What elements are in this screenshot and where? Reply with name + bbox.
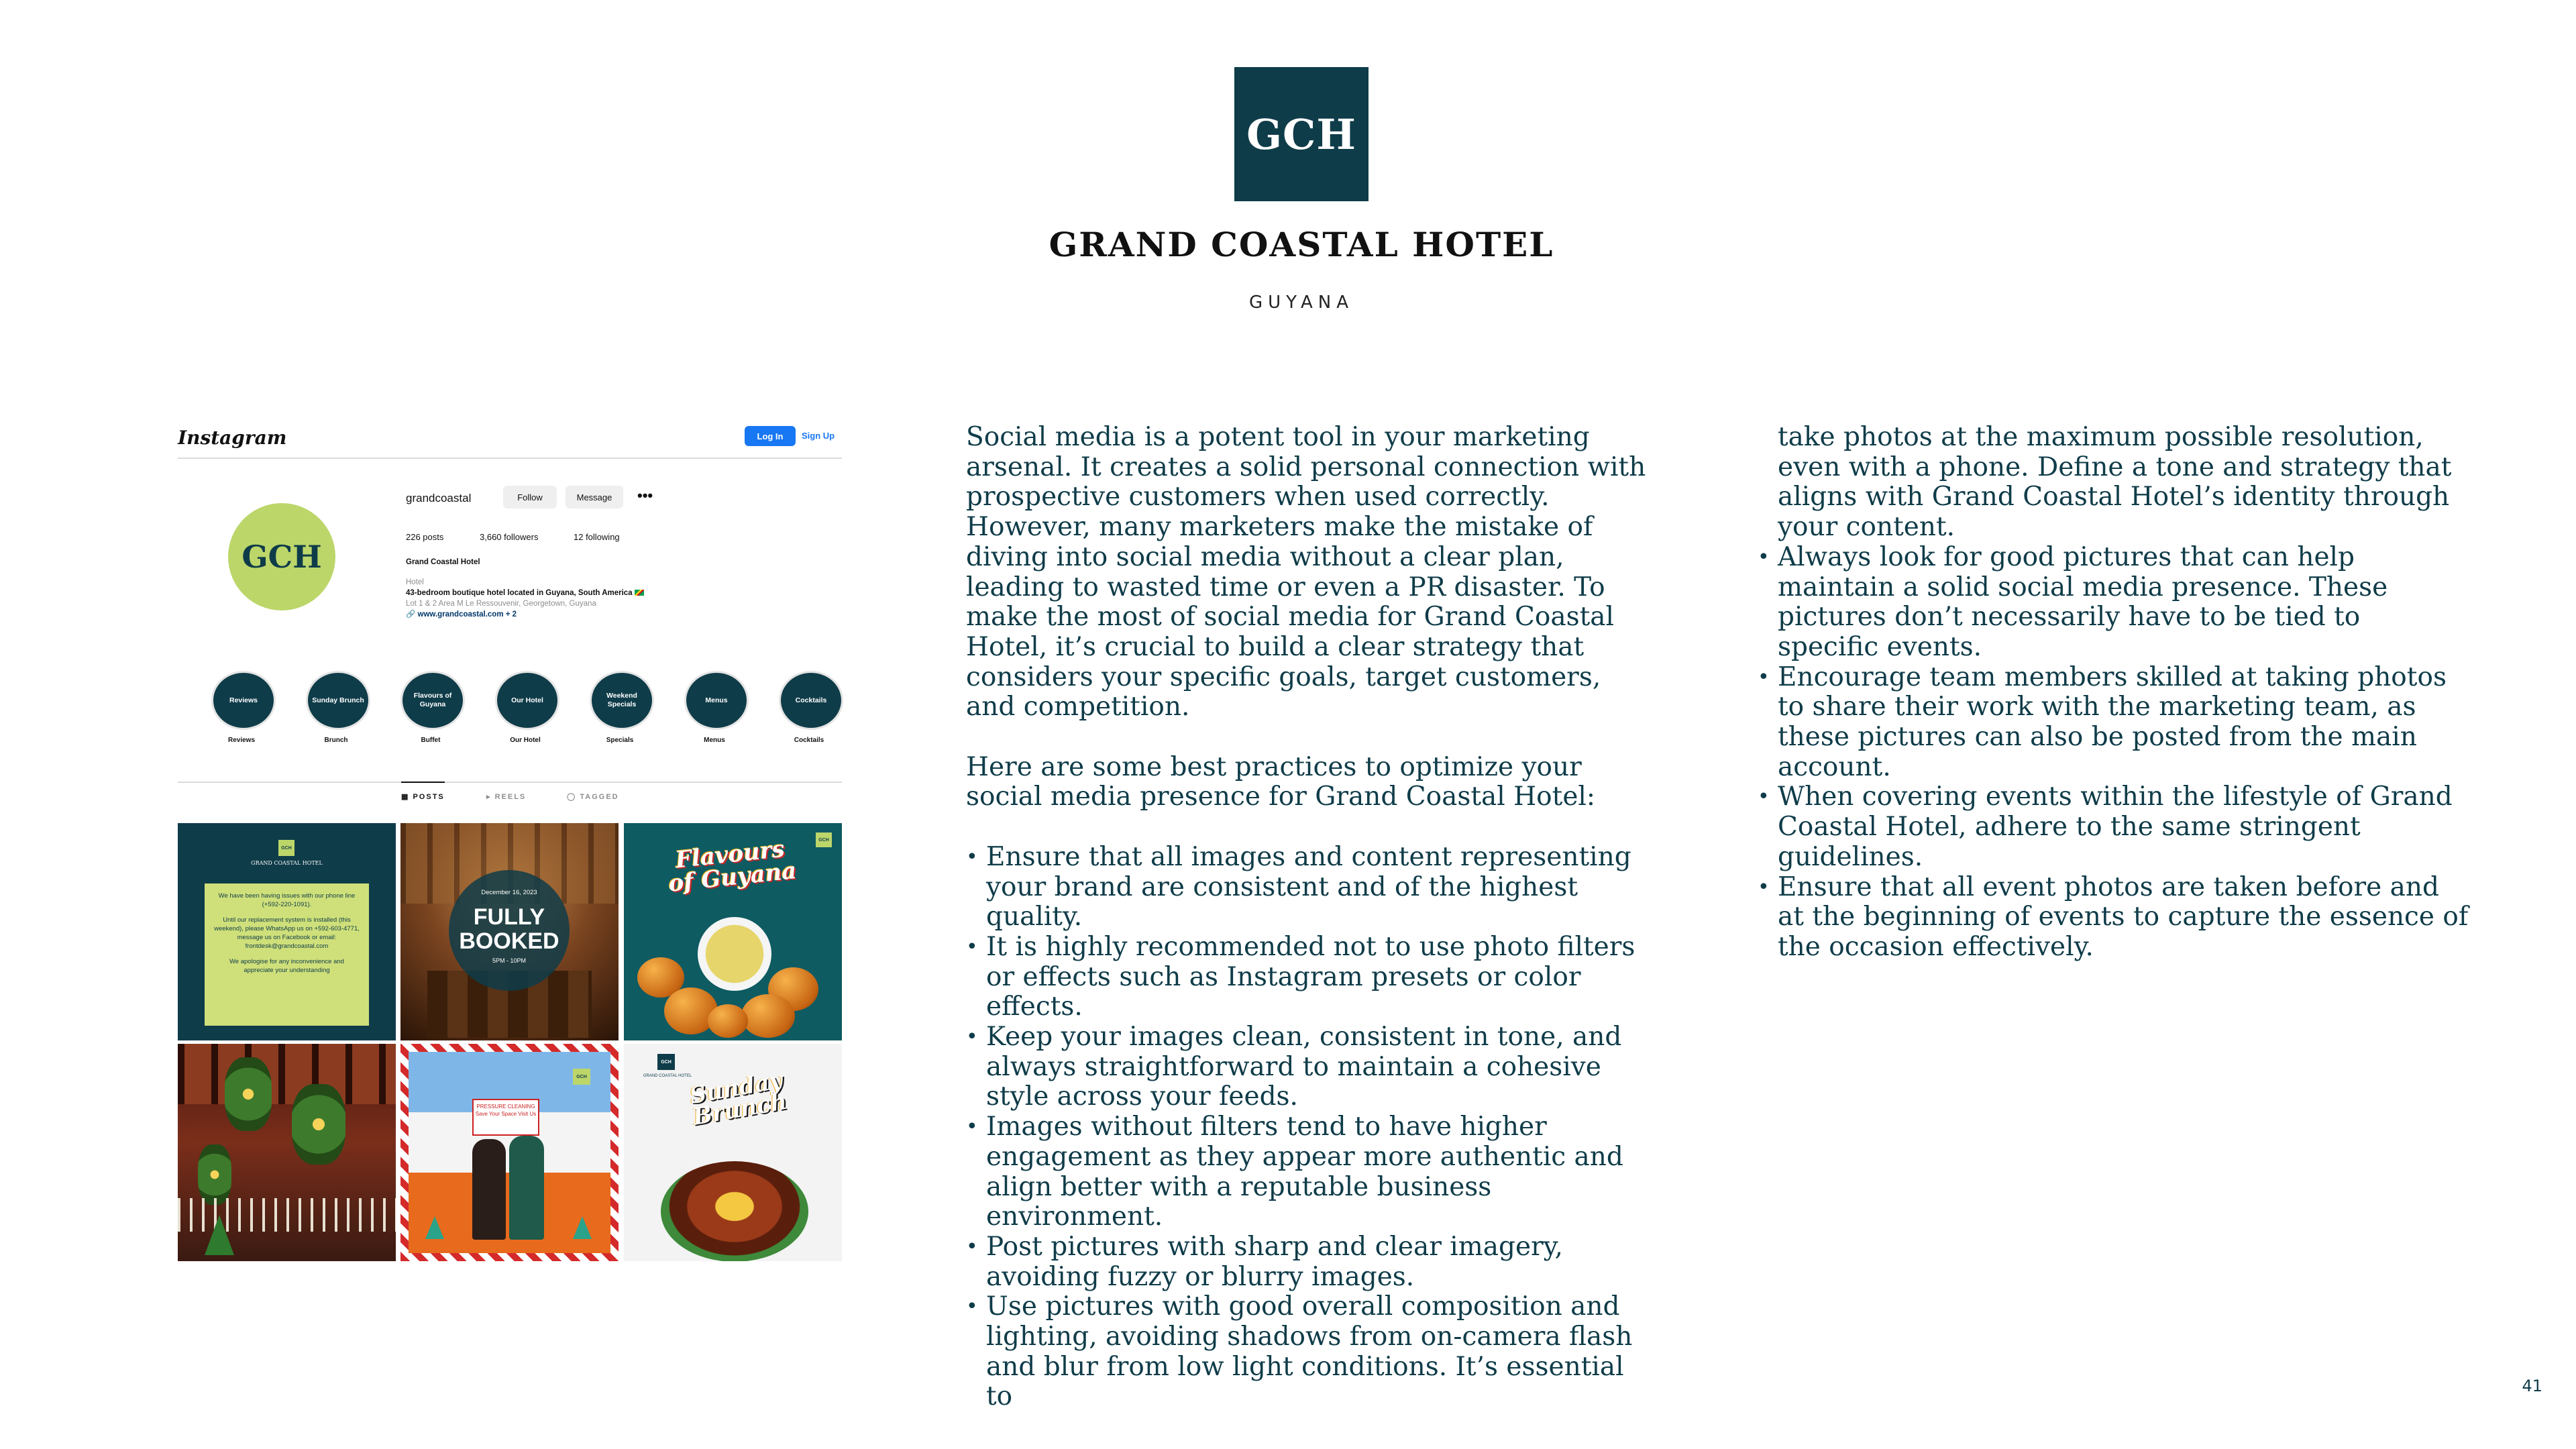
tab-tagged[interactable]	[567, 792, 619, 801]
highlight-label: Buffet	[421, 737, 441, 744]
garland-image	[225, 1057, 272, 1131]
brand-location: GUYANA	[1248, 292, 1354, 313]
person-image	[472, 1139, 506, 1240]
post-phone-notice[interactable]	[178, 823, 396, 1040]
christmas-tree-icon	[425, 1216, 444, 1239]
post-fully-booked[interactable]	[400, 823, 619, 1040]
bio-link[interactable]: www.grandcoastal.com + 2	[417, 610, 517, 619]
fully-booked-badge	[449, 870, 570, 991]
sunday-brunch-title: Sunday Brunch	[688, 1067, 789, 1131]
list-item: • Post pictures with sharp and clear imagery, avoiding fuzzy or blurry images.	[966, 1232, 1657, 1292]
event-date: December 16, 2023	[481, 889, 537, 896]
notice-text: Until our replacement system is installed (this weekend), please WhatsApp us on +592-603-4771, message us on Facebook or email: frontdesk@grandcoastal.com	[214, 916, 360, 950]
body-column-right	[1758, 423, 2469, 963]
message-button[interactable]: Message	[566, 486, 623, 508]
more-options-icon[interactable]: •••	[637, 487, 653, 504]
posts-count[interactable]: 226 posts	[406, 532, 444, 542]
highlight-label: Brunch	[324, 737, 348, 744]
highlight-label: Our Hotel	[510, 737, 541, 744]
list-item: • Ensure that all event photos are taken before and at the beginning of events to capture the essence of the occasion effectively.	[1758, 873, 2469, 963]
grid-icon: ▦	[401, 793, 410, 801]
reels-icon: ▸	[486, 793, 492, 801]
fried-food-image	[741, 994, 795, 1038]
profile-stats	[406, 532, 620, 542]
flavours-title: Flavours of Guyana	[667, 835, 798, 898]
highlight-menus[interactable]	[684, 671, 745, 744]
highlight-buffet[interactable]	[400, 671, 461, 744]
highlight-cover: Cocktails	[779, 671, 843, 730]
event-sign: PRESSURE CLEANING Save Your Space Visit Us	[472, 1099, 539, 1136]
fully-booked-title: FULLY BOOKED	[459, 904, 559, 954]
highlight-label: Reviews	[227, 737, 256, 744]
highlight-brunch[interactable]	[306, 671, 366, 744]
notice-text: We have been having issues with our phone line (+592-220-1091).	[218, 892, 356, 908]
highlight-label: Specials	[606, 737, 634, 744]
follow-button[interactable]: Follow	[503, 486, 557, 508]
ham-platter-image	[661, 1161, 808, 1261]
tab-reels[interactable]	[486, 792, 526, 801]
notice-text: We apologise for any inconvenience and appreciate your understanding	[229, 958, 344, 974]
highlight-specials[interactable]	[590, 671, 650, 744]
bio-link-row[interactable]	[406, 609, 782, 620]
list-item: • Keep your images clean, consistent in tone, and always straightforward to maintain a cohesive style across your feeds.	[966, 1022, 1657, 1112]
post-flavours-of-guyana[interactable]	[624, 823, 842, 1040]
paragraph-spacer	[966, 722, 1657, 753]
tab-posts[interactable]	[401, 792, 445, 801]
post-brand-text: GRAND COASTAL HOTEL	[251, 860, 323, 866]
list-item-continuation: take photos at the maximum possible resolution, even with a phone. Define a tone and strategy that aligns with Grand Coastal Hotel’s identity through your content.	[1778, 422, 2452, 543]
bio-address[interactable]: Lot 1 & 2 Area M Le Ressouvenir, Georgetown, Guyana	[406, 600, 596, 608]
highlight-cocktails[interactable]	[779, 671, 839, 744]
tab-label: REELS	[494, 793, 527, 801]
highlight-cover: Our Hotel	[495, 671, 559, 730]
paragraph-spacer	[966, 812, 1657, 843]
highlight-cover: Sunday Brunch	[306, 671, 370, 730]
list-item: • Encourage team members skilled at taking photos to share their work with the marketing team, as these pictures can also be posted from the main account.	[1758, 663, 2469, 783]
active-tab-indicator	[401, 782, 445, 783]
instagram-logo: Instagram	[178, 427, 287, 449]
bio-description	[406, 588, 782, 598]
list-item: • Use pictures with good overall composition and lighting, avoiding shadows from on-camera flash and blur from low light conditions. It’s essential to	[966, 1292, 1657, 1412]
instagram-profile-screenshot	[178, 423, 842, 1261]
brand-name: GRAND COASTAL HOTEL	[1049, 225, 1554, 264]
highlight-cover: Reviews	[211, 671, 276, 730]
followers-count[interactable]: 3,660 followers	[480, 532, 539, 542]
gch-logo-mark: GCH	[573, 1069, 590, 1085]
highlight-label: Menus	[704, 737, 725, 744]
bio-name: Grand Coastal Hotel	[406, 558, 480, 566]
following-count[interactable]: 12 following	[574, 532, 620, 542]
garland-image	[198, 1144, 231, 1205]
tag-icon: ◯	[567, 793, 577, 801]
intro-paragraph: Social media is a potent tool in your marketing arsenal. It creates a solid personal connection with prospective customers when used correctly. However, many marketers make the mistake of diving into social media without a clear plan, leading to wasted time or even a PR disaster. To make the most of social media for Grand Coastal Hotel, it’s crucial to build a clear strategy that considers your specific goals, target customers, and competition.	[966, 422, 1646, 722]
ceiling-beams-image	[178, 1044, 396, 1104]
highlight-label: Cocktails	[794, 737, 824, 744]
list-item: • Images without filters tend to have higher engagement as they appear more authentic and align better with a reputable business environment.	[966, 1112, 1657, 1232]
profile-avatar[interactable]: GCH	[228, 503, 335, 610]
gch-logo-mark: GCH	[278, 840, 294, 856]
guyana-flag-icon	[635, 590, 644, 596]
best-practices-list-continued	[1758, 543, 2469, 963]
tab-label: POSTS	[413, 793, 445, 801]
story-highlights	[211, 671, 827, 745]
event-time: 5PM - 10PM	[492, 957, 526, 964]
garland-image	[292, 1084, 345, 1165]
person-image	[509, 1136, 544, 1240]
profile-username: grandcoastal	[406, 492, 472, 504]
post-brand-text: GRAND COASTAL HOTEL	[643, 1074, 692, 1078]
list-item: • Ensure that all images and content representing your brand are consistent and of the highest quality.	[966, 843, 1657, 932]
soup-bowl-image	[698, 917, 771, 991]
fried-food-image	[708, 1004, 748, 1038]
tab-label: TAGGED	[580, 793, 619, 801]
highlight-reviews[interactable]	[211, 671, 272, 744]
highlight-cover: Flavours of Guyana	[400, 671, 465, 730]
best-practices-list	[966, 843, 1657, 1412]
instagram-topbar	[178, 423, 842, 459]
photo-frame	[409, 1052, 610, 1253]
best-practices-intro: Here are some best practices to optimize your social media presence for Grand Coastal Hotel:	[966, 751, 1596, 812]
page-number: 41	[2522, 1377, 2542, 1395]
list-item: • Always look for good pictures that can help maintain a solid social media presence. These pictures don’t necessarily have to be tied to specific events.	[1758, 543, 2469, 663]
gch-logo-mark: GCH	[816, 833, 832, 847]
profile-tabs	[178, 782, 842, 816]
highlight-cover: Weekend Specials	[590, 671, 654, 730]
post-sunday-brunch[interactable]	[624, 1044, 842, 1261]
bio-category: Hotel	[406, 578, 424, 586]
highlight-cover: Menus	[684, 671, 749, 730]
christmas-tree-image	[205, 1215, 234, 1255]
post-lobby-decor[interactable]	[178, 1044, 396, 1261]
list-item: • It is highly recommended not to use photo filters or effects such as Instagram presets or color effects.	[966, 932, 1657, 1022]
posts-grid	[178, 823, 842, 1261]
brand-logo: GCH	[1234, 67, 1368, 201]
profile-bio	[406, 557, 782, 620]
post-staff-photo[interactable]	[400, 1044, 619, 1261]
signup-link[interactable]: Sign Up	[802, 431, 835, 441]
gch-logo-mark: GCH	[657, 1054, 675, 1070]
body-column-left	[966, 423, 1657, 1412]
christmas-tree-icon	[573, 1216, 592, 1239]
login-button[interactable]: Log In	[745, 426, 796, 446]
highlight-our-hotel[interactable]	[495, 671, 555, 744]
list-item: • When covering events within the lifestyle of Grand Coastal Hotel, adhere to the same stringent guidelines.	[1758, 782, 2469, 872]
bio-description-text: 43-bedroom boutique hotel located in Guyana, South America	[406, 589, 633, 597]
link-icon: 🔗	[406, 610, 416, 619]
notice-card	[205, 883, 369, 1026]
